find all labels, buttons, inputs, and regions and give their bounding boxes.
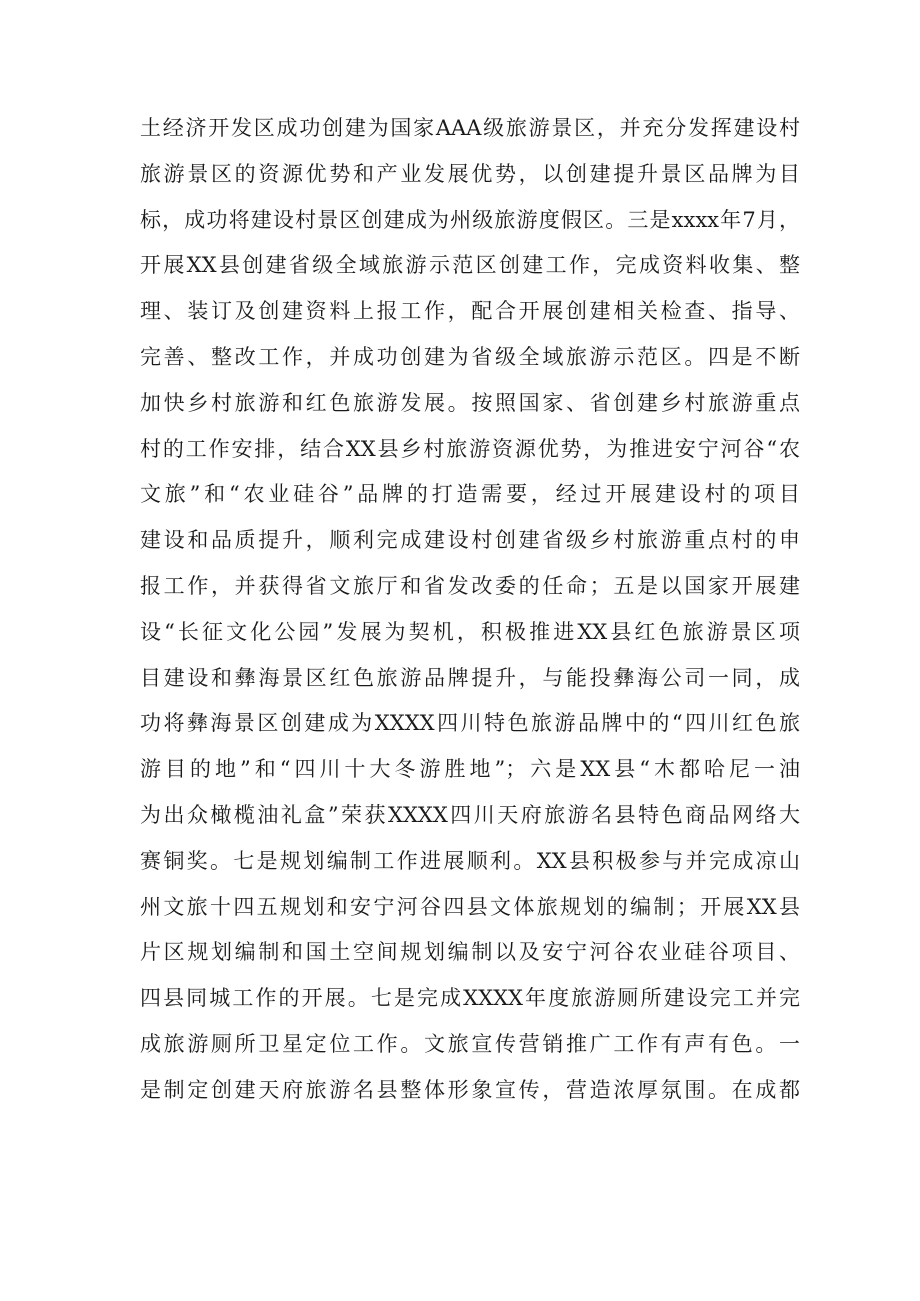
text-line: 建设和品质提升，顺利完成建设村创建省级乡村旅游重点村的申 (140, 528, 800, 553)
text-line: 功将彝海景区创建成为XXXX四川特色旅游品牌中的“四川红色旅 (140, 711, 800, 736)
text-line: 旅游景区的资源优势和产业发展优势，以创建提升景区品牌为目 (140, 161, 800, 186)
text-line: 设“长征文化公园”发展为契机，积极推进XX县红色旅游景区项 (140, 619, 800, 644)
text-line: 成旅游厕所卫星定位工作。文旅宣传营销推广工作有声有色。一 (140, 1031, 800, 1056)
text-line: 州文旅十四五规划和安宁河谷四县文体旅规划的编制；开展XX县 (140, 894, 800, 919)
text-line: 游目的地”和“四川十大冬游胜地”；六是XX县“木都哈尼一油 (140, 757, 800, 782)
text-line: 开展XX县创建省级全域旅游示范区创建工作，完成资料收集、整 (140, 253, 800, 278)
text-line: 加快乡村旅游和红色旅游发展。按照国家、省创建乡村旅游重点 (140, 390, 800, 415)
text-line: 报工作，并获得省文旅厅和省发改委的任命；五是以国家开展建 (140, 573, 800, 598)
text-line: 土经济开发区成功创建为国家AAA级旅游景区，并充分发挥建设村 (140, 116, 800, 140)
text-line: 目建设和彝海景区红色旅游品牌提升，与能投彝海公司一同，成 (140, 665, 800, 690)
text-line: 完善、整改工作，并成功创建为省级全域旅游示范区。四是不断 (140, 344, 800, 369)
text-line: 四县同城工作的开展。七是完成XXXX年度旅游厕所建设完工并完 (140, 986, 800, 1011)
body-paragraph (140, 106, 800, 1114)
text-line: 片区规划编制和国土空间规划编制以及安宁河谷农业硅谷项目、 (140, 940, 800, 965)
text-line: 理、装订及创建资料上报工作，配合开展创建相关检查、指导、 (140, 299, 800, 324)
text-line: 标，成功将建设村景区创建成为州级旅游度假区。三是xxxx年7月， (140, 207, 800, 232)
text-line: 文旅”和“农业硅谷”品牌的打造需要，经过开展建设村的项目 (140, 482, 800, 507)
text-line: 为出众橄榄油礼盒”荣获XXXX四川天府旅游名县特色商品网络大 (140, 802, 800, 827)
text-line: 是制定创建天府旅游名县整体形象宣传，营造浓厚氛围。在成都 (140, 1077, 800, 1102)
text-line: 村的工作安排，结合XX县乡村旅游资源优势，为推进安宁河谷“农 (140, 436, 800, 461)
text-line: 赛铜奖。七是规划编制工作进展顺利。XX县积极参与并完成凉山 (140, 848, 800, 873)
